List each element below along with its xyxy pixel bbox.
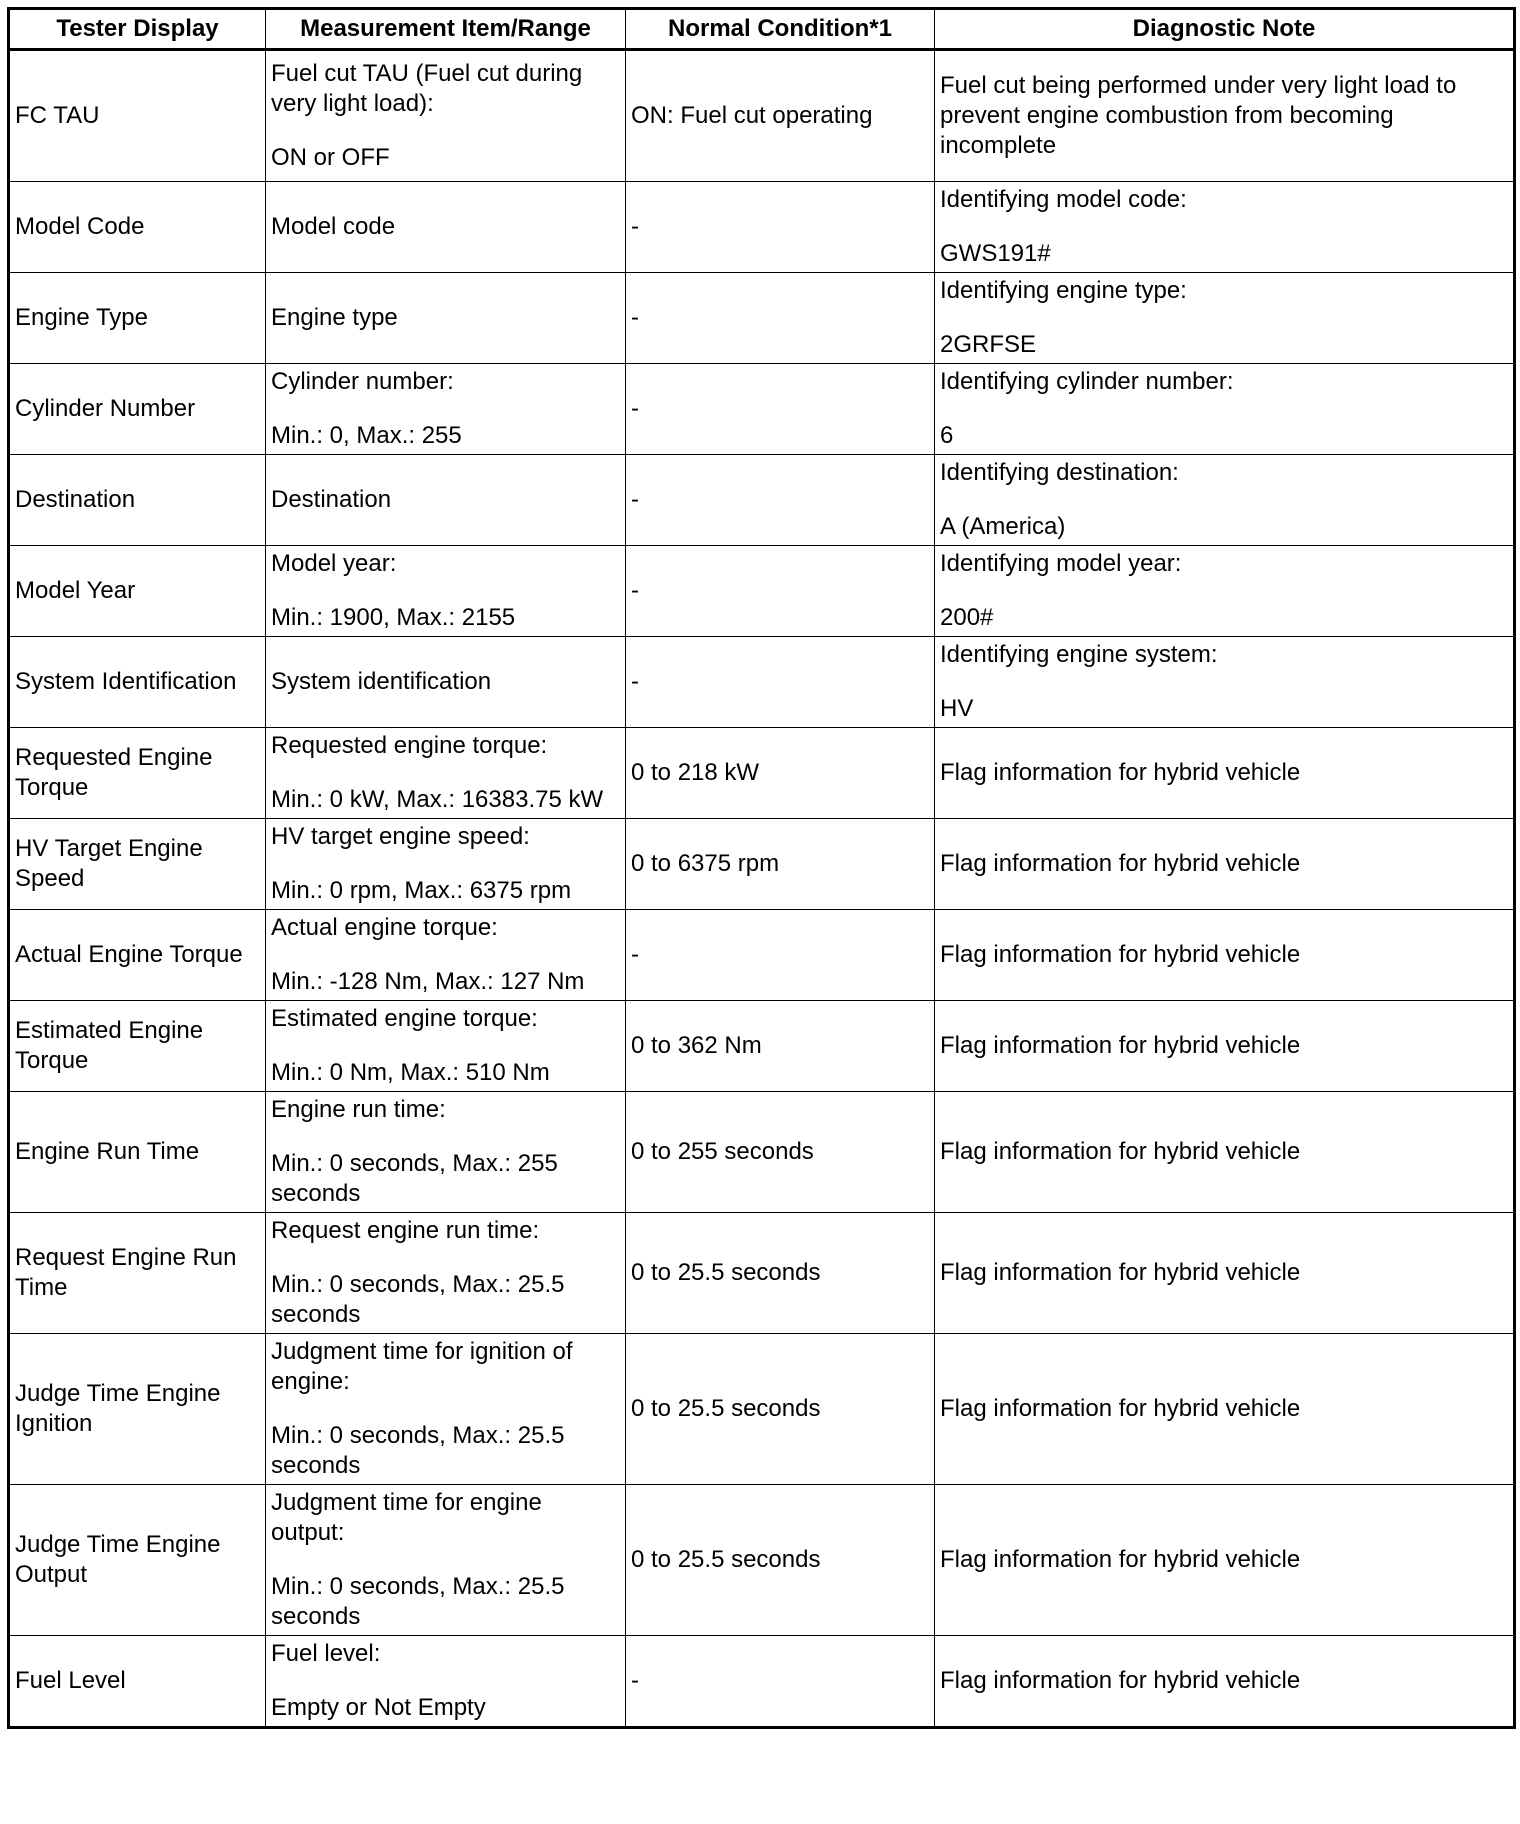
measurement-line: Estimated engine torque: (271, 1005, 538, 1032)
cell-measurement-item (266, 1485, 626, 1636)
measurement-line: Model year: (271, 550, 397, 577)
cell-measurement-item (266, 546, 626, 637)
table-row (9, 455, 1515, 546)
table-row (9, 728, 1515, 819)
cell-tester-display: HV Target Engine Speed (9, 819, 266, 910)
measurement-line: Judgment time for engine output: (271, 1489, 542, 1546)
cell-measurement-item (266, 728, 626, 819)
note-line: 2GRFSE (940, 331, 1037, 358)
cell-tester-display: System Identification (9, 637, 266, 728)
cell-diagnostic-note (935, 1485, 1515, 1636)
note-line: Flag information for hybrid vehicle (940, 1395, 1301, 1422)
cell-tester-display: FC TAU (9, 50, 266, 182)
note-line: Identifying cylinder number: (940, 368, 1234, 395)
note-line: Identifying engine type: (940, 277, 1187, 304)
cell-tester-display: Requested Engine Torque (9, 728, 266, 819)
cell-normal-condition: - (626, 910, 935, 1001)
measurement-line: Request engine run time: (271, 1217, 540, 1244)
measurement-line: System identification (271, 668, 492, 695)
measurement-line: Min.: 0 seconds, Max.: 255 seconds (271, 1150, 558, 1207)
cell-diagnostic-note (935, 182, 1515, 273)
cell-diagnostic-note (935, 637, 1515, 728)
measurement-line: Actual engine torque: (271, 914, 498, 941)
cell-normal-condition: - (626, 637, 935, 728)
cell-normal-condition: 0 to 25.5 seconds (626, 1485, 935, 1636)
measurement-line: Engine run time: (271, 1096, 446, 1123)
cell-measurement-item (266, 1092, 626, 1213)
table-row (9, 637, 1515, 728)
measurement-line: Min.: 0, Max.: 255 (271, 422, 462, 449)
cell-tester-display: Fuel Level (9, 1636, 266, 1728)
measurement-line: Min.: 0 seconds, Max.: 25.5 seconds (271, 1271, 565, 1328)
table-row (9, 273, 1515, 364)
measurement-line: HV target engine speed: (271, 823, 530, 850)
cell-tester-display: Actual Engine Torque (9, 910, 266, 1001)
note-line: Identifying model year: (940, 550, 1182, 577)
cell-tester-display: Request Engine Run Time (9, 1213, 266, 1334)
cell-normal-condition: 0 to 6375 rpm (626, 819, 935, 910)
table-row (9, 819, 1515, 910)
note-line: Identifying destination: (940, 459, 1179, 486)
cell-tester-display: Estimated Engine Torque (9, 1001, 266, 1092)
cell-measurement-item (266, 1213, 626, 1334)
measurement-line: Fuel level: (271, 1640, 381, 1667)
cell-diagnostic-note (935, 728, 1515, 819)
header-tester-display: Tester Display (9, 9, 266, 50)
cell-measurement-item (266, 1334, 626, 1485)
cell-measurement-item (266, 1636, 626, 1728)
note-line: Flag information for hybrid vehicle (940, 1546, 1301, 1573)
table-row (9, 1092, 1515, 1213)
table-row (9, 364, 1515, 455)
cell-tester-display: Judge Time Engine Output (9, 1485, 266, 1636)
cell-measurement-item (266, 182, 626, 273)
note-line: Identifying engine system: (940, 641, 1218, 668)
measurement-line: Fuel cut TAU (Fuel cut during very light load): (271, 60, 583, 117)
cell-normal-condition: - (626, 546, 935, 637)
header-measurement-item-range: Measurement Item/Range (266, 9, 626, 50)
cell-diagnostic-note (935, 1092, 1515, 1213)
cell-measurement-item (266, 637, 626, 728)
cell-tester-display: Model Code (9, 182, 266, 273)
measurement-line: Min.: 0 Nm, Max.: 510 Nm (271, 1059, 550, 1086)
cell-normal-condition: - (626, 273, 935, 364)
cell-normal-condition: 0 to 362 Nm (626, 1001, 935, 1092)
cell-tester-display: Engine Run Time (9, 1092, 266, 1213)
header-normal-condition: Normal Condition*1 (626, 9, 935, 50)
cell-normal-condition: - (626, 182, 935, 273)
measurement-line: ON or OFF (271, 144, 390, 171)
cell-diagnostic-note (935, 364, 1515, 455)
note-line: Flag information for hybrid vehicle (940, 941, 1301, 968)
cell-normal-condition: 0 to 25.5 seconds (626, 1334, 935, 1485)
table-row (9, 50, 1515, 182)
cell-measurement-item (266, 50, 626, 182)
cell-normal-condition: 0 to 255 seconds (626, 1092, 935, 1213)
table-row (9, 1636, 1515, 1728)
note-line: HV (940, 695, 974, 722)
measurement-line: Destination (271, 486, 392, 513)
table-row (9, 1213, 1515, 1334)
table-row (9, 1334, 1515, 1485)
data-list-table (7, 7, 1516, 1729)
cell-diagnostic-note (935, 50, 1515, 182)
measurement-line: Min.: 0 seconds, Max.: 25.5 seconds (271, 1422, 565, 1479)
header-row (9, 9, 1515, 50)
measurement-line: Min.: -128 Nm, Max.: 127 Nm (271, 968, 585, 995)
measurement-line: Requested engine torque: (271, 732, 548, 759)
cell-normal-condition: - (626, 364, 935, 455)
cell-tester-display: Judge Time Engine Ignition (9, 1334, 266, 1485)
table-row (9, 182, 1515, 273)
note-line: A (America) (940, 513, 1066, 540)
note-line: Flag information for hybrid vehicle (940, 759, 1301, 786)
measurement-line: Model code (271, 213, 396, 240)
note-line: Flag information for hybrid vehicle (940, 1667, 1301, 1694)
cell-tester-display: Model Year (9, 546, 266, 637)
cell-normal-condition: 0 to 25.5 seconds (626, 1213, 935, 1334)
note-line: Flag information for hybrid vehicle (940, 1259, 1301, 1286)
note-line: Flag information for hybrid vehicle (940, 1032, 1301, 1059)
measurement-line: Min.: 0 rpm, Max.: 6375 rpm (271, 877, 572, 904)
table-row (9, 1485, 1515, 1636)
measurement-line: Empty or Not Empty (271, 1694, 486, 1721)
note-line: Fuel cut being performed under very light load to prevent engine combustion from becoming incomplete (940, 72, 1457, 159)
note-line: GWS191# (940, 240, 1051, 267)
cell-measurement-item (266, 910, 626, 1001)
cell-diagnostic-note (935, 819, 1515, 910)
measurement-line: Min.: 0 kW, Max.: 16383.75 kW (271, 786, 604, 813)
note-line: Identifying model code: (940, 186, 1187, 213)
measurement-line: Min.: 1900, Max.: 2155 (271, 604, 516, 631)
cell-measurement-item (266, 364, 626, 455)
cell-diagnostic-note (935, 1334, 1515, 1485)
cell-diagnostic-note (935, 910, 1515, 1001)
cell-normal-condition: - (626, 455, 935, 546)
table-body (9, 50, 1515, 1728)
cell-diagnostic-note (935, 273, 1515, 364)
note-line: Flag information for hybrid vehicle (940, 850, 1301, 877)
note-line: Flag information for hybrid vehicle (940, 1138, 1301, 1165)
note-line: 200# (940, 604, 994, 631)
cell-measurement-item (266, 273, 626, 364)
cell-tester-display: Cylinder Number (9, 364, 266, 455)
cell-diagnostic-note (935, 455, 1515, 546)
cell-measurement-item (266, 455, 626, 546)
measurement-line: Min.: 0 seconds, Max.: 25.5 seconds (271, 1573, 565, 1630)
table-row (9, 546, 1515, 637)
cell-diagnostic-note (935, 1636, 1515, 1728)
measurement-line: Engine type (271, 304, 398, 331)
cell-normal-condition: 0 to 218 kW (626, 728, 935, 819)
cell-tester-display: Destination (9, 455, 266, 546)
cell-diagnostic-note (935, 546, 1515, 637)
cell-measurement-item (266, 819, 626, 910)
measurement-line: Cylinder number: (271, 368, 454, 395)
header-diagnostic-note: Diagnostic Note (935, 9, 1515, 50)
cell-diagnostic-note (935, 1213, 1515, 1334)
cell-measurement-item (266, 1001, 626, 1092)
note-line: 6 (940, 422, 954, 449)
table-row (9, 1001, 1515, 1092)
table-row (9, 910, 1515, 1001)
cell-normal-condition: - (626, 1636, 935, 1728)
measurement-line: Judgment time for ignition of engine: (271, 1338, 573, 1395)
cell-diagnostic-note (935, 1001, 1515, 1092)
cell-tester-display: Engine Type (9, 273, 266, 364)
cell-normal-condition: ON: Fuel cut operating (626, 50, 935, 182)
